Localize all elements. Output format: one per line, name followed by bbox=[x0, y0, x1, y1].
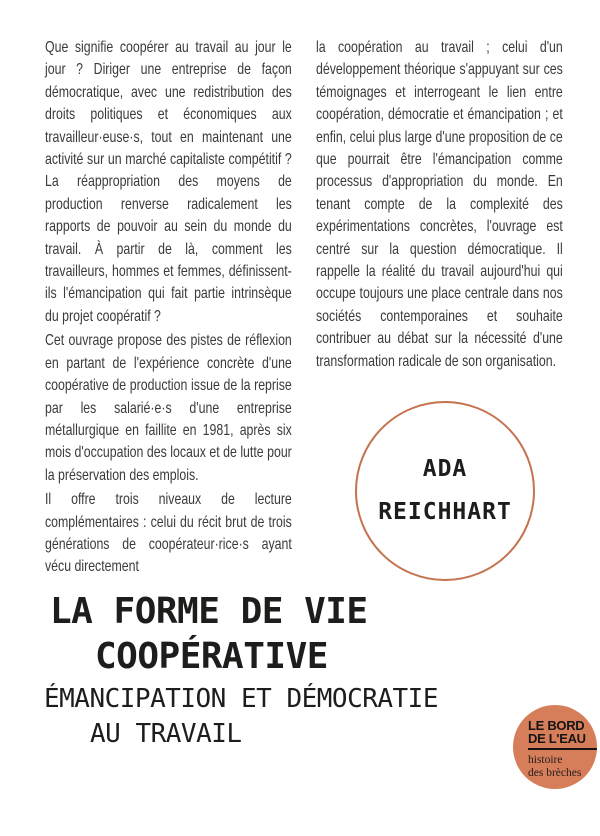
blurb-paragraph: la coopération au travail ; celui d'un développement théorique s'appuyant sur ces témoignages et interrogeant le lien entre coopération, démocratie et émancipation ; et enfin, celui plus large d'une proposition de ce que pourrait être l'émancipation comme processus d'appropriation du monde. En tenant compte de la complexité des expérimentations concrètes, l'ouvrage est centré sur la question démocratique. Il rappelle la réalité du travail aujourd'hui qui occupe toujours une place centrale dans nos sociétés contemporaines et souhaite contribuer au débat sur la nécessité d'une transformation radicale de son organisation. bbox=[316, 39, 563, 370]
book-title-line2: COOPÉRATIVE bbox=[95, 636, 328, 677]
book-subtitle-line1: ÉMANCIPATION ET DÉMOCRATIE bbox=[44, 684, 438, 714]
book-subtitle bbox=[44, 682, 438, 752]
book-title-line1: LA FORME DE VIE bbox=[50, 591, 368, 632]
author-last-name: REICHHART bbox=[378, 499, 512, 525]
blurb-paragraph: Il offre trois niveaux de lecture complémentaires : celui du récit brut de trois générations de coopérateur·rice·s ayant vécu directement bbox=[45, 491, 292, 576]
publisher-name-line1: LE BORD bbox=[528, 718, 585, 733]
blurb-paragraph: Cet ouvrage propose des pistes de réflexion en partant de l'expérience concrète d'une coopérative de production issue de la reprise par les salarié·e·s d'une entreprise métallurgique en faillite en 1981, après six mois d'occupation des locaux et de lutte pour la préservation des emplois. bbox=[45, 332, 292, 484]
blurb-right-column bbox=[316, 37, 563, 375]
author-name-circle bbox=[355, 401, 535, 581]
blurb-left-column bbox=[45, 37, 292, 581]
publisher-name-line2: DE L'EAU bbox=[528, 731, 586, 746]
book-subtitle-line2: AU TRAVAIL bbox=[90, 719, 242, 749]
book-title bbox=[50, 589, 368, 679]
collection-name bbox=[528, 754, 597, 780]
publisher-logo bbox=[513, 705, 597, 789]
collection-name-line2: des brèches bbox=[528, 767, 582, 779]
blurb-paragraph: Que signifie coopérer au travail au jour le jour ? Diriger une entreprise de façon démocratique, avec une redistribution des droits politiques et économiques aux travailleur·euse·s, tout en maintenant une activité sur un marché capitaliste compétitif ? La réappropriation des moyens de production renverse radicalement les rapports de pouvoir au sein du monde du travail. À partir de là, comment les travailleurs, hommes et femmes, définissent-ils l'émancipation qui fait partie intrinsèque du projet coopératif ? bbox=[45, 39, 292, 325]
publisher-name bbox=[528, 719, 597, 745]
collection-name-line1: histoire bbox=[528, 754, 563, 766]
divider bbox=[528, 748, 597, 750]
publisher-logo-inner bbox=[513, 705, 597, 780]
author-first-name: ADA bbox=[422, 456, 468, 482]
